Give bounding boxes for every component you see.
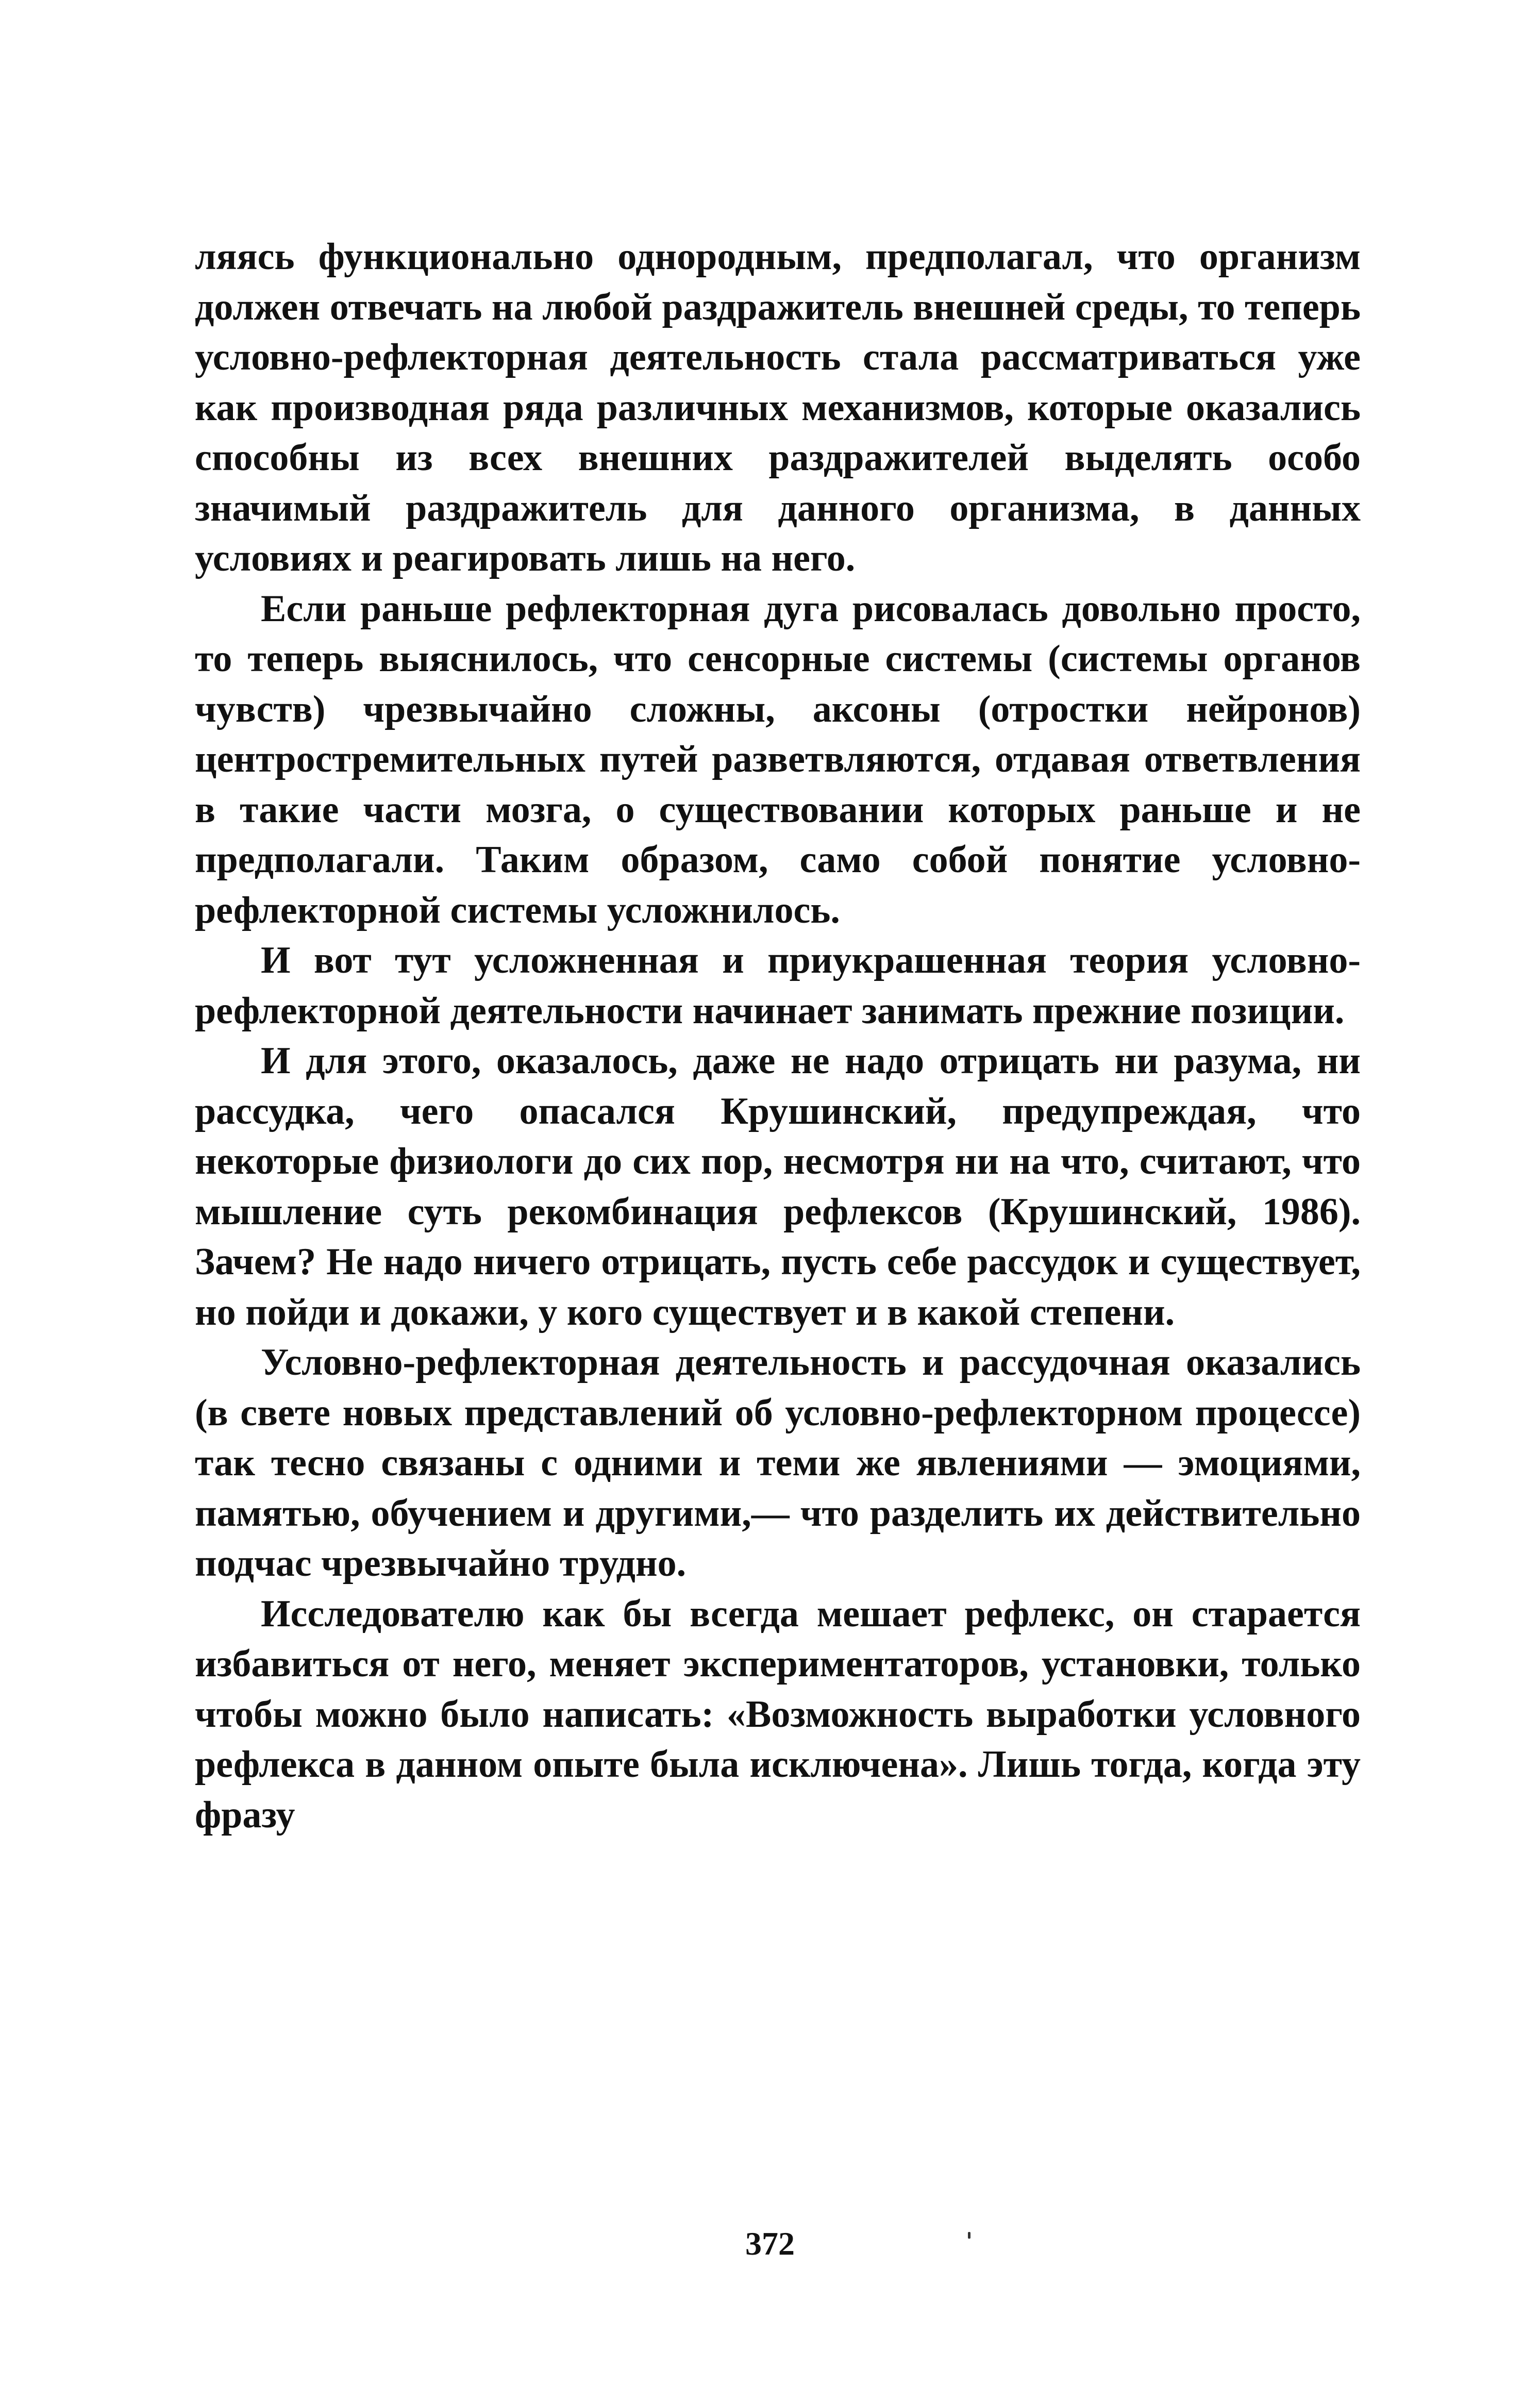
page-number: 372	[745, 2225, 795, 2262]
print-speck	[968, 2232, 970, 2239]
body-text	[195, 232, 1361, 1840]
paragraph-theory-return: И вот тут усложненная и приукрашенная теория условно-рефлекторной деятельности начинает занимать прежние позиции.	[195, 939, 1361, 1032]
paragraph-reflex-arc: Если раньше рефлекторная дуга рисовалась довольно просто, то теперь выяснилось, что сенсорные системы (системы органов чувств) чрезвычайно сложны, аксоны (отростки нейронов) центростремительных путей разветвляются, отдавая ответвления в такие части мозга, о существовании которых раньше и не предполагали. Таким образом, само собой понятие условно-рефлекторной системы усложнилось.	[195, 587, 1361, 931]
paragraph-researcher: Исследователю как бы всегда мешает рефлекс, он старается избавиться от него, меняет экспериментаторов, установки, только чтобы можно было написать: «Возможность выработки условного рефлекса в данном опыте была исключена». Лишь тогда, когда эту фразу	[195, 1592, 1361, 1836]
paragraph-reason: И для этого, оказалось, даже не надо отрицать ни разума, ни рассудка, чего опасался Крушинский, предупреждая, что некоторые физиологи до сих пор, несмотря ни на что, считают, что мышление суть рекомбинация рефлексов (Крушинский, 1986). Зачем? Не надо ничего отрицать, пусть себе рассудок и существует, но пойди и докажи, у кого существует и в какой степени.	[195, 1040, 1361, 1334]
paragraph-continued: ляясь функционально однородным, предполагал, что организм должен отвечать на любой раздражитель внешней среды, то теперь условно-рефлекторная деятельность стала рассматриваться уже как производная ряда различных механизмов, которые оказались способны из всех внешних раздражителей выделять особо значимый раздражитель для данного организма, в данных условиях и реагировать лишь на него.	[195, 236, 1361, 579]
paragraph-conditioned-activity: Условно-рефлекторная деятельность и рассудочная оказались (в свете новых представлений об условно-рефлекторном процессе) так тесно связаны с одними и теми же явлениями — эмоциями, памятью, обучением и другими,— что разделить их действительно подчас чрезвычайно трудно.	[195, 1341, 1361, 1585]
